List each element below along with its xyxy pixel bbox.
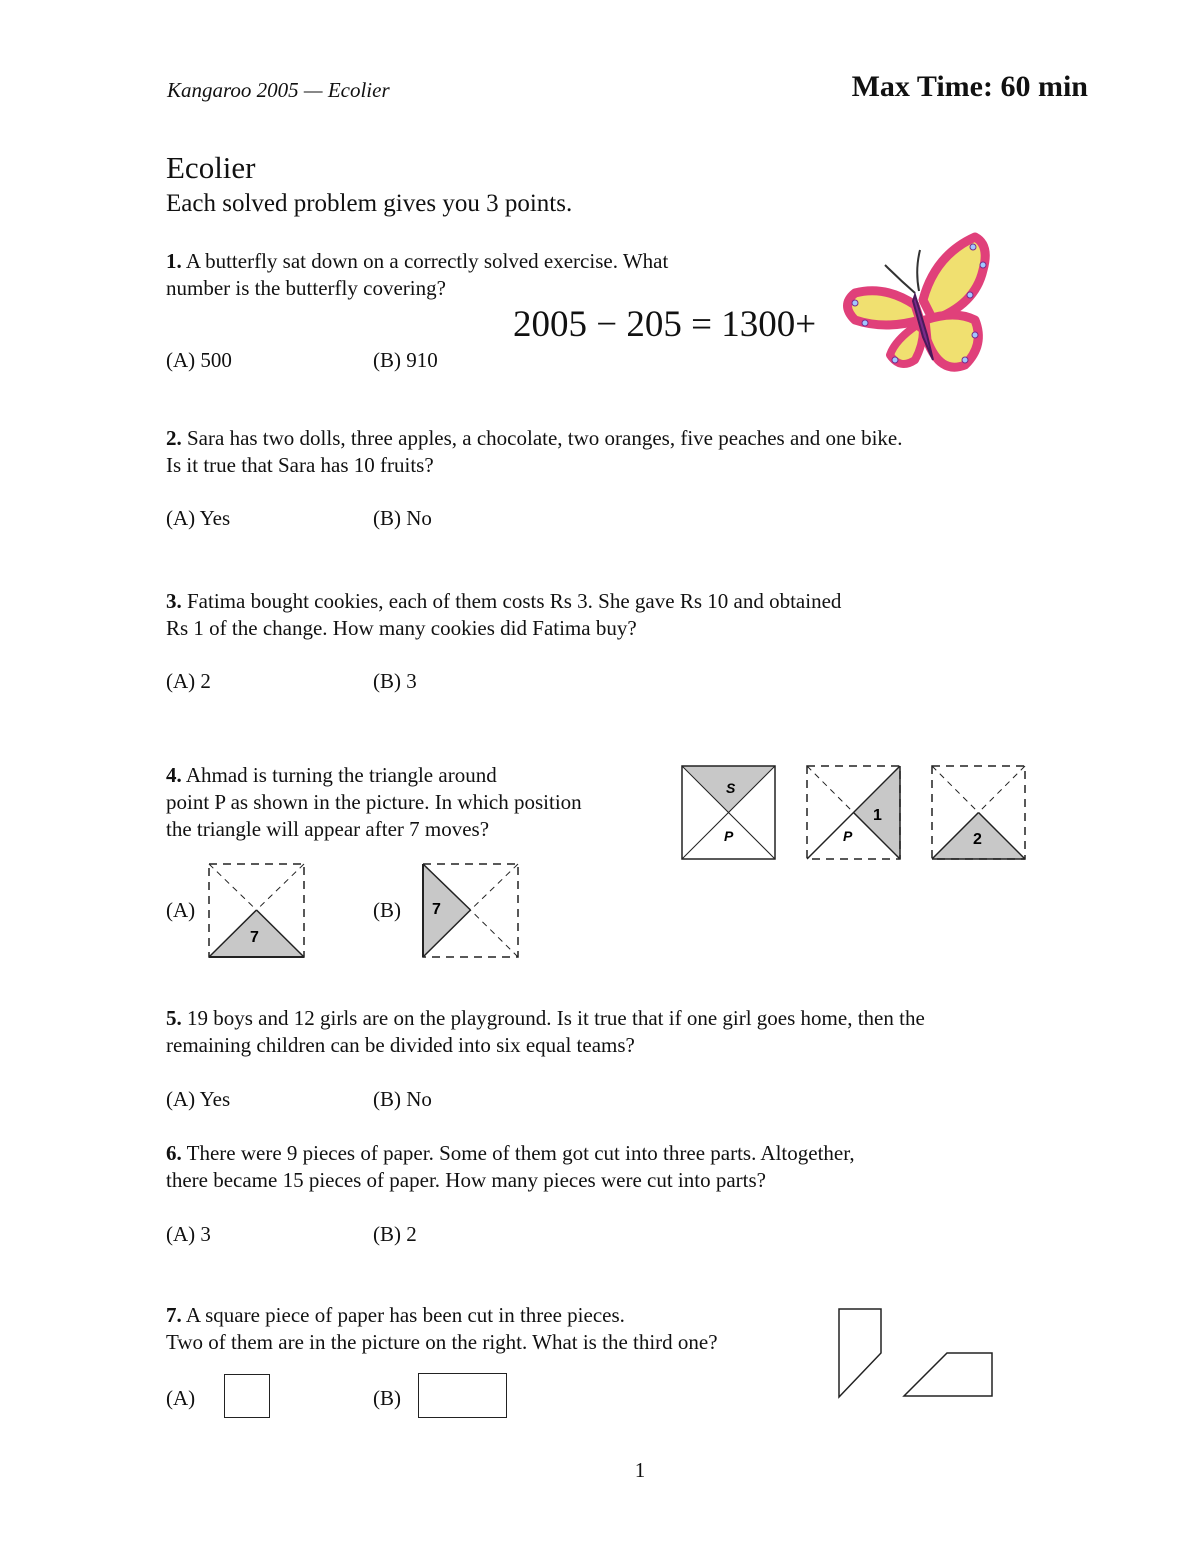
option-b-rectangle-shape[interactable]: [418, 1373, 507, 1418]
paper-pieces-figure: [835, 1305, 1000, 1405]
question-7: [166, 1302, 718, 1356]
question-number: 1.: [166, 249, 182, 273]
square-move-1: [807, 766, 900, 859]
question-number: 7.: [166, 1303, 182, 1327]
page-title: Ecolier: [166, 150, 256, 185]
question-4: [166, 762, 582, 843]
label-2: 2: [973, 831, 982, 848]
question-text: there became 15 pieces of paper. How many pieces were cut into parts?: [166, 1168, 766, 1192]
question-text: Fatima bought cookies, each of them costs Rs 3. She gave Rs 10 and obtained: [187, 589, 842, 613]
question-number: 5.: [166, 1006, 182, 1030]
header-left: Kangaroo 2005 — Ecolier: [167, 78, 390, 102]
option-a[interactable]: (A) 2: [166, 669, 211, 693]
option-a-square-shape[interactable]: [224, 1374, 270, 1418]
option-b[interactable]: (B) 3: [373, 669, 417, 693]
page-subtitle: Each solved problem gives you 3 points.: [166, 190, 573, 217]
question-5: [166, 1005, 925, 1059]
equation: 2005 − 205 = 1300+: [513, 304, 817, 345]
question-text: 19 boys and 12 girls are on the playground. Is it true that if one girl goes home, then the: [187, 1006, 925, 1030]
question-text: Ahmad is turning the triangle around: [185, 763, 497, 787]
question-text: A butterfly sat down on a correctly solved exercise. What: [185, 249, 669, 273]
question-text: number is the butterfly covering?: [166, 276, 446, 300]
question-text: the triangle will appear after 7 moves?: [166, 817, 490, 841]
butterfly-upper-wing: [923, 237, 985, 320]
butterfly-illustration: [815, 225, 995, 380]
option-b-figure[interactable]: [421, 862, 521, 960]
option-a[interactable]: (A) Yes: [166, 506, 231, 530]
option-a[interactable]: (A) 3: [166, 1222, 211, 1246]
option-b[interactable]: (B) No: [373, 1087, 432, 1111]
piece-trapezoid: [904, 1353, 992, 1396]
question-3: [166, 588, 841, 642]
label-p: P: [724, 828, 734, 844]
rotation-sequence-figure: [680, 764, 1030, 864]
option-a[interactable]: (A): [166, 1386, 196, 1410]
max-time: Max Time: 60 min: [851, 70, 1088, 103]
option-b[interactable]: (B) No: [373, 506, 432, 530]
square-start: [682, 766, 775, 859]
option-b[interactable]: (B): [373, 1386, 401, 1410]
page-number: 1: [634, 1458, 646, 1482]
question-text: There were 9 pieces of paper. Some of them got cut into three parts. Altogether,: [186, 1141, 855, 1165]
question-number: 2.: [166, 426, 182, 450]
label-7: 7: [250, 929, 259, 946]
option-a-figure[interactable]: [207, 862, 307, 960]
question-6: [166, 1140, 855, 1194]
option-b[interactable]: (B) 2: [373, 1222, 417, 1246]
question-text: point P as shown in the picture. In which position: [166, 790, 582, 814]
question-text: remaining children can be divided into six equal teams?: [166, 1033, 635, 1057]
label-p: P: [843, 828, 853, 844]
option-a[interactable]: (A) Yes: [166, 1087, 231, 1111]
option-a[interactable]: (A) 500: [166, 348, 232, 372]
butterfly-antennae: [885, 250, 920, 293]
question-number: 6.: [166, 1141, 182, 1165]
label-s: S: [726, 780, 736, 796]
option-b[interactable]: (B) 910: [373, 348, 438, 372]
butterfly-left-wing: [848, 291, 921, 325]
label-1: 1: [873, 807, 882, 824]
question-text: Is it true that Sara has 10 fruits?: [166, 453, 434, 477]
label-7: 7: [432, 901, 441, 918]
piece-tall: [839, 1309, 881, 1397]
question-text: Rs 1 of the change. How many cookies did Fatima buy?: [166, 616, 637, 640]
question-number: 4.: [166, 763, 182, 787]
question-text: Two of them are in the picture on the right. What is the third one?: [166, 1330, 718, 1354]
question-2: [166, 425, 903, 479]
option-b[interactable]: (B): [373, 898, 401, 922]
question-text: Sara has two dolls, three apples, a chocolate, two oranges, five peaches and one bike.: [187, 426, 903, 450]
square-move-2: [932, 766, 1025, 859]
question-1: [166, 248, 668, 302]
question-text: A square piece of paper has been cut in three pieces.: [185, 1303, 625, 1327]
option-a[interactable]: (A): [166, 898, 196, 922]
question-number: 3.: [166, 589, 182, 613]
